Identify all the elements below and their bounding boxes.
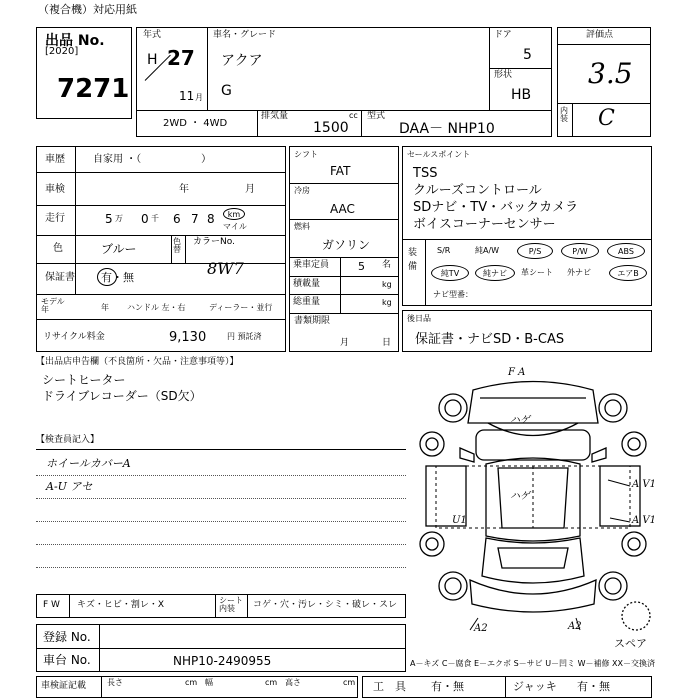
dealer-label: ディーラー・並行 (209, 303, 273, 312)
fuel-label: 燃料 (294, 222, 310, 231)
shift-label: シフト (294, 150, 318, 159)
inspection-label: 車検 (45, 184, 65, 195)
capacity-label: 乗車定員 (293, 260, 330, 270)
gross-label: 総重量 (293, 297, 321, 307)
warranty-value: 有・無 (101, 271, 134, 284)
diagram-hood-label: ハゲ (510, 415, 530, 426)
model-label: 車名・グレード (213, 30, 277, 40)
size-box (36, 676, 358, 698)
aftermarket-label: 後日品 (407, 314, 431, 323)
shape-label: 形状 (494, 70, 513, 80)
equip-alloy: 純A/W (475, 246, 500, 255)
mileage-u1: 万 (115, 214, 123, 223)
year-month-unit: 月 (195, 93, 203, 102)
legend-items2: コゲ・穴・汚レ・シミ・破レ・スレ (253, 600, 398, 610)
doors-label: ドア (494, 30, 512, 40)
chassis-label: 車台 No. (43, 653, 91, 667)
equipment-label: 装備 (408, 248, 418, 272)
warranty-label: 保証書 (45, 272, 75, 283)
color-code-label: カラーNo. (193, 237, 235, 247)
legend-box (36, 594, 406, 618)
diagram-roof-label: ハゲ (510, 491, 530, 502)
registration-label: 登録 No. (43, 630, 91, 644)
diagram-spare-label: スペア (614, 637, 647, 650)
navi-model-label: ナビ型番： (433, 290, 473, 299)
color-label: 色 (53, 243, 63, 254)
interior-label: 内装 (560, 106, 568, 123)
color-code-value: 8W7 (207, 259, 244, 278)
size-height: 高さ (285, 678, 301, 687)
mileage-u2: 千 (151, 214, 159, 223)
seller-notes-label: 【出品店申告欄（不良箇所・欠品・注意事項等）】 (36, 357, 239, 367)
top-note: （複合機）対応用紙 (38, 3, 137, 16)
equip-sr: S/R (437, 246, 451, 255)
chassis-value: NHP10-2490955 (173, 654, 272, 668)
inspector-label: 【検査員記入】 (36, 435, 100, 445)
mileage-km-circle: km (223, 208, 245, 220)
spec-column-box (289, 146, 399, 352)
model-name: アクア (221, 53, 263, 69)
mileage-label: 走行 (45, 213, 65, 224)
jack-value: 有・無 (577, 680, 610, 693)
equip-ext-navi: 外ナビ (567, 268, 591, 277)
vehicle-detail-box (36, 146, 286, 352)
displacement-unit: cc (349, 111, 358, 120)
aircon-value: AAC (330, 202, 355, 216)
equip-leather: 革シート (521, 268, 553, 277)
recycle-label: リサイクル料金 (43, 332, 105, 342)
inspector-note-2: A-U アセ (46, 480, 93, 493)
displacement-value: 1500 (313, 120, 349, 136)
rating-value: 3.5 (588, 57, 633, 90)
type-label: 型式 (367, 111, 386, 121)
seller-note-1: シートヒーター (42, 373, 126, 387)
legend-fw: F W (43, 600, 60, 610)
color-value: ブルー (101, 242, 137, 256)
history-label: 車歴 (45, 154, 65, 165)
model-year-year: 年 (101, 303, 109, 312)
lot-year-stamp: [2020] (45, 46, 79, 57)
doors-value: 5 (523, 47, 532, 63)
year-era: H (147, 52, 158, 68)
gross-unit: kg (382, 298, 392, 307)
legend-items: キズ・ヒビ・割レ・X (77, 600, 164, 610)
doc-period-month: 月 (340, 338, 350, 348)
doc-period-day: 日 (382, 338, 392, 348)
year-value: 27 (167, 46, 195, 70)
jack-label: ジャッキ (513, 680, 557, 693)
equip-tv: 純TV (431, 265, 469, 281)
equip-ps: P/S (517, 243, 553, 259)
year-label: 年式 (143, 30, 162, 40)
size-width: 幅 (205, 678, 213, 687)
tools-label: 工 具 (373, 680, 406, 693)
mileage-d2: 0 (141, 212, 149, 226)
diagram-rear-right-label: A2 (568, 621, 582, 632)
tools-box (362, 676, 652, 698)
aircon-label: 冷房 (294, 186, 310, 195)
size-height-unit: cm (343, 678, 356, 687)
lot-box (36, 27, 132, 119)
inspection-year: 年 (179, 184, 189, 195)
shift-value: FAT (330, 164, 351, 178)
drive-label: 2WD ・ 4WD (163, 118, 228, 129)
capacity-value: 5 (358, 260, 365, 273)
inspection-month: 月 (245, 184, 255, 195)
fuel-value: ガソリン (322, 238, 371, 252)
aftermarket-value: 保証書・ナビSD・B-CAS (415, 332, 565, 347)
vehicle-spec-box (136, 27, 552, 137)
selling-point-2: クルーズコントロール (413, 183, 542, 198)
size-label: 車検証記載 (41, 681, 87, 691)
warranty-yes-circle (97, 268, 117, 286)
selling-points-box (402, 146, 652, 306)
displacement-label: 排気量 (261, 111, 289, 121)
diagram-rear-left-label: A2 (474, 623, 488, 634)
recycle-value: 9,130 (169, 330, 207, 345)
rating-label: 評価点 (586, 30, 614, 40)
mileage-d1: 5 (105, 212, 113, 226)
equip-abs: ABS (607, 243, 645, 259)
capacity-unit: 名 (382, 260, 392, 270)
registration-box (36, 624, 406, 672)
year-month: 11 (179, 89, 195, 103)
equip-pw: P/W (561, 243, 599, 259)
diagram-right1-label: A V1 (632, 479, 656, 490)
damage-codes: A－キズ C－腐食 E－エクボ S－サビ U－凹ミ W－補修 XX－交換済 (410, 659, 656, 668)
type-value: DAA－ NHP10 (399, 121, 495, 137)
seller-note-2: ドライブレコーダー（SD欠） (42, 389, 202, 403)
aftermarket-box (402, 310, 652, 352)
model-year-label: モデル年 (41, 297, 65, 314)
recycle-unit: 円 預託済 (227, 332, 262, 341)
shape-value: HB (511, 87, 532, 103)
diagram-left-label: U1 (452, 515, 467, 526)
mileage-mile: マイル (223, 222, 247, 231)
mileage-d4: 7 (191, 212, 199, 226)
lot-number: 7271 (57, 74, 130, 104)
car-damage-diagram (408, 368, 658, 648)
interior-value: C (598, 106, 615, 131)
selling-point-1: TSS (413, 166, 438, 181)
tools-value: 有・無 (431, 680, 464, 693)
selling-point-3: SDナビ・TV・バックカメラ (413, 200, 579, 215)
color-change-label: 色替 (173, 237, 181, 254)
legend-seat: シート内装 (219, 596, 243, 613)
model-grade: G (221, 83, 232, 99)
size-width-unit: cm (265, 678, 278, 687)
diagram-front-label: F A (508, 367, 526, 378)
handle-label: ハンドル 左・右 (127, 303, 186, 312)
lot-label: 出品 No. (45, 33, 105, 49)
selling-points-label: セールスポイント (407, 150, 471, 159)
equip-airbag: エアB (609, 265, 647, 281)
size-length-unit: cm (185, 678, 198, 687)
load-label: 積載量 (293, 279, 321, 289)
diagram-right2-label: A V1 (632, 515, 656, 526)
mileage-d3: 6 (173, 212, 181, 226)
rating-box (557, 27, 651, 137)
inspector-note-1: ホイールカバーA (46, 457, 131, 470)
doc-period-label: 書類期限 (294, 316, 331, 326)
selling-point-4: ボイスコーナーセンサー (413, 217, 556, 232)
size-length: 長さ (107, 678, 123, 687)
equip-navi: 純ナビ (475, 265, 515, 281)
history-value: 自家用 ・（ ） (93, 154, 212, 165)
mileage-d5: 8 (207, 212, 215, 226)
load-unit: kg (382, 280, 392, 289)
